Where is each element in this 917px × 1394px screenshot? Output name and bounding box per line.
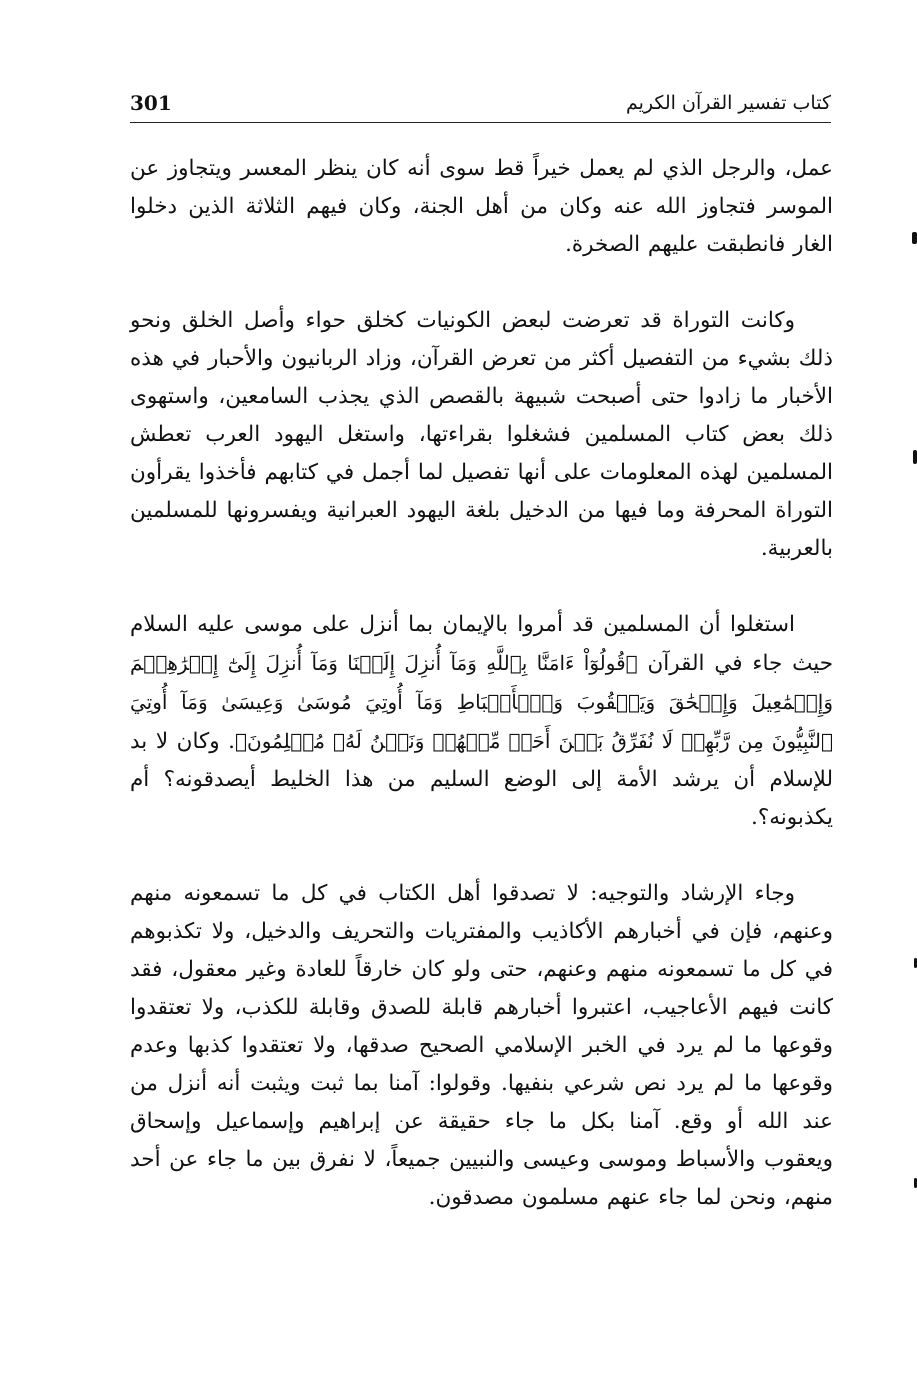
paragraph-4: وجاء الإرشاد والتوجيه: لا تصدقوا أهل الكتاب في كل ما تسمعونه منهم وعنهم، فإن في أخبارهم الأكاذيب والمفتريات والتحريف والدخيل، ولا تكذبوهم في كل ما تسمعونه منهم وعنهم، حتى ولو كان خارقاً للعادة وغير معقول، فقد كانت فيهم الأعاجيب، اعتبروا أخبارهم قابلة للصدق وقابلة للكذب، ولا تعتقدوا وقوعها ما لم يرد في الخبر الإسلامي الصحيح صدقها، ولا تعتقدوا كذبها وعدم وقوعها ما لم يرد نص شرعي بنفيها. وقولوا: آمنا بما ثبت ويثبت أنه أنزل من عند الله أو وقع. آمنا بكل ما جاء حقيقة عن إبراهيم وإسماعيل وإسحاق ويعقوب والأسباط وموسى وعيسى والنبيين جميعاً، لا نفرق بين ما جاء عن أحد منهم، ونحن لما جاء عنهم مسلمون مصدقون. bbox=[130, 881, 833, 1210]
book-title: كتاب تفسير القرآن الكريم bbox=[625, 92, 831, 114]
paragraph-2: وكانت التوراة قد تعرضت لبعض الكونيات كخلق حواء وأصل الخلق ونحو ذلك بشيء من التفصيل أكثر من تعرض القرآن، وزاد الربانيون والأحبار في هذه الأخبار ما زادوا حتى أصبحت شبيهة بالقصص الذي يجذب السامعين، واستهوى ذلك بعض كتاب المسلمين فشغلوا بقراءتها، واستغل اليهود العرب تعطش المسلمين لهذه المعلومات على أنها تفصيل لما أجمل في كتابهم فأخذوا يقرأون التوراة المحرفة وما فيها من الدخيل بلغة اليهود العبرانية ويفسرونها للمسلمين بالعربية. bbox=[130, 308, 833, 561]
quran-verse: ﴿قُولُوٓاْ ءَامَنَّا بِٱللَّهِ وَمَآ أُنزِلَ إِلَيۡنَا وَمَآ أُنزِلَ إِلَىٰٓ إِبۡرَٰهِـۧمَ وَإِسۡمَٰعِيلَ وَإِسۡحَٰقَ وَيَعۡقُوبَ وَٱلۡأَسۡبَاطِ وَمَآ أُوتِيَ مُوسَىٰ وَعِيسَىٰ وَمَآ أُوتِيَ ٱلنَّبِيُّونَ مِن رَّبِّهِمۡ لَا نُفَرِّقُ بَيۡنَ أَحَدٖ مِّنۡهُمۡ وَنَحۡنُ لَهُۥ مُسۡلِمُونَ﴾ bbox=[130, 651, 833, 753]
paragraph-1: عمل، والرجل الذي لم يعمل خيراً قط سوى أنه كان ينظر المعسر ويتجاوز عن الموسر فتجاوز الله عنه وكان من أهل الجنة، وكان فيهم الثلاثة الذين دخلوا الغار فانطبقت عليهم الصخرة. bbox=[130, 156, 833, 257]
running-header bbox=[130, 88, 831, 123]
margin-mark bbox=[913, 450, 917, 464]
margin-mark bbox=[912, 232, 917, 244]
page-number: 301 bbox=[130, 91, 172, 115]
paragraph-3-conclusion: . وكان لا بد للإسلام أن يرشد الأمة إلى الوضع السليم من هذا الخليط أيصدقونه؟ أم يكذبونه؟. bbox=[130, 729, 833, 830]
paragraph-3-intro: استغلوا أن المسلمين قد أمروا بالإيمان بما أنزل على موسى عليه السلام حيث جاء في القرآن bbox=[130, 612, 833, 676]
paragraph-3 bbox=[130, 606, 833, 837]
body-text bbox=[130, 150, 833, 1217]
